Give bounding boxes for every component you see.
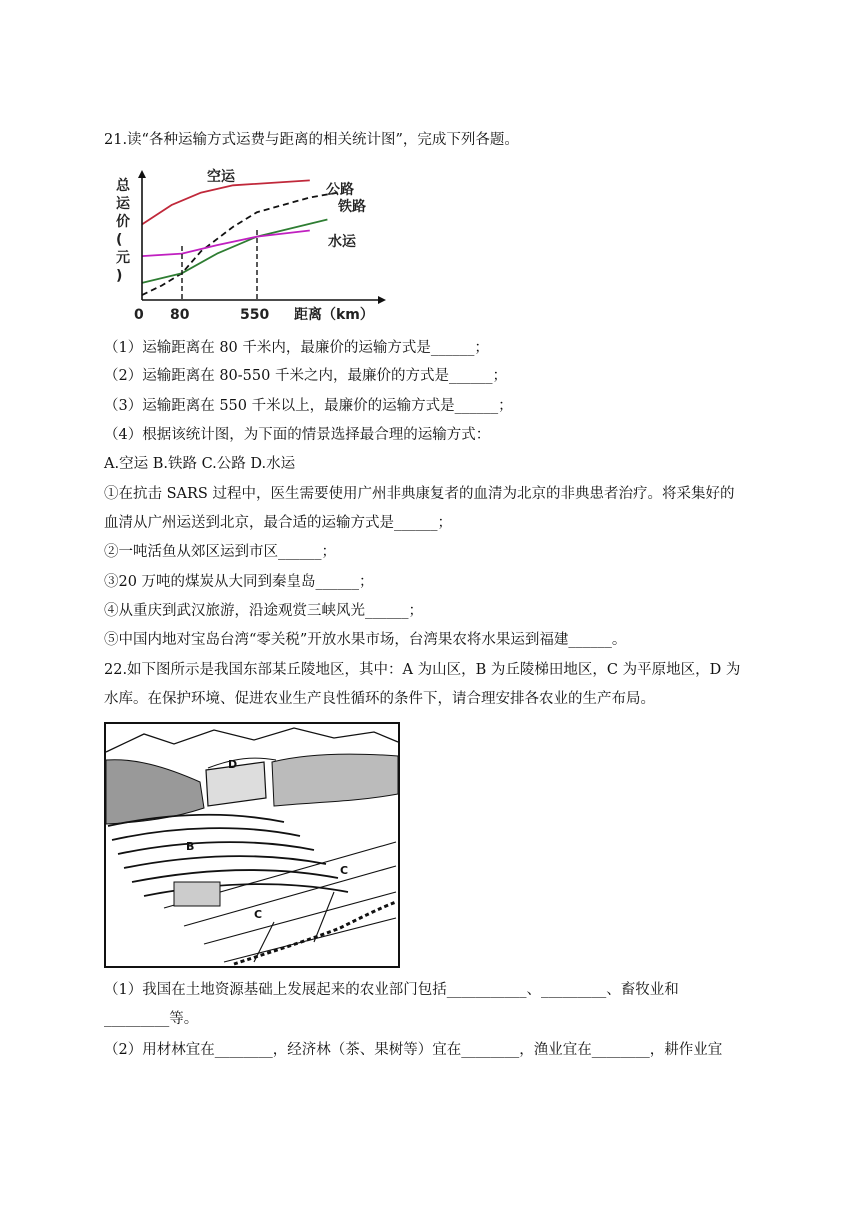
chart-ylabel: 总运价(元) bbox=[116, 178, 130, 284]
q21-item3: ③20 万吨的煤炭从大同到秦皇岛______； bbox=[104, 574, 374, 590]
q21-item1a: ①在抗击 SARS 过程中，医生需要使用广州非典康复者的血清为北京的非典患者治疗。将采集好的 bbox=[104, 486, 735, 502]
q21-sub4: （4）根据该统计图，为下面的情景选择最合理的运输方式： bbox=[104, 427, 491, 443]
q21-prompt: 21.读“各种运输方式运费与距离的相关统计图”，完成下列各题。 bbox=[104, 132, 519, 148]
q22-prompt-b: 水库。在保护环境、促进农业生产良性循环的条件下，请合理安排各农业的生产布局。 bbox=[104, 691, 655, 707]
scene-label-d: D bbox=[228, 758, 238, 771]
q22-sub1a: （1）我国在土地资源基础上发展起来的农业部门包括___________、_________、畜牧业和 bbox=[104, 982, 679, 998]
scene-label-c-right: C bbox=[340, 864, 349, 877]
label-water: 水运 bbox=[328, 234, 356, 250]
scene-label-b: B bbox=[186, 840, 195, 853]
q21-item5: ⑤中国内地对宝岛台湾“零关税”开放水果市场，台湾果农将水果运到福建______。 bbox=[104, 632, 627, 648]
hill-landscape-illustration bbox=[104, 722, 400, 968]
q22-prompt-a: 22.如下图所示是我国东部某丘陵地区，其中：A 为山区，B 为丘陵梯田地区，C 为平原地区，D 为 bbox=[104, 662, 741, 678]
q21-item2: ②一吨活鱼从郊区运到市区______； bbox=[104, 544, 336, 560]
scene-label-c-left: C bbox=[254, 908, 263, 921]
q21-options: A.空运 B.铁路 C.公路 D.水运 bbox=[104, 456, 296, 472]
q21-sub2: （2）运输距离在 80-550 千米之内，最廉价的方式是______； bbox=[104, 368, 507, 384]
q21-item1b: 血清从广州运送到北京，最合适的运输方式是______； bbox=[104, 515, 452, 531]
q21-sub3: （3）运输距离在 550 千米以上，最廉价的运输方式是______； bbox=[104, 398, 513, 414]
q21-sub1: （1）运输距离在 80 千米内，最廉价的运输方式是______； bbox=[104, 340, 489, 356]
x-tick-0: 0 bbox=[134, 307, 144, 323]
chart-xlabel: 距离（km） bbox=[294, 307, 374, 323]
series-line-3 bbox=[142, 231, 310, 257]
series-line-2 bbox=[142, 220, 327, 283]
chart-series-group bbox=[142, 180, 338, 295]
q21-item4: ④从重庆到武汉旅游，沿途观赏三峡风光______； bbox=[104, 603, 423, 619]
label-rail: 铁路 bbox=[338, 199, 366, 215]
label-air: 空运 bbox=[207, 169, 235, 185]
q22-sub2: （2）用材林宜在________，经济林（茶、果树等）宜在________，渔业宜在________，耕作业宜 bbox=[104, 1042, 723, 1058]
label-road: 公路 bbox=[326, 182, 354, 198]
x-tick-80: 80 bbox=[170, 307, 190, 323]
q22-sub1b: _________等。 bbox=[104, 1011, 199, 1027]
village-plot bbox=[174, 882, 220, 906]
transport-cost-chart bbox=[112, 168, 388, 328]
series-line-0 bbox=[142, 180, 310, 224]
y-axis-arrow bbox=[138, 170, 146, 178]
x-tick-550: 550 bbox=[240, 307, 270, 323]
x-axis-arrow bbox=[378, 296, 386, 304]
